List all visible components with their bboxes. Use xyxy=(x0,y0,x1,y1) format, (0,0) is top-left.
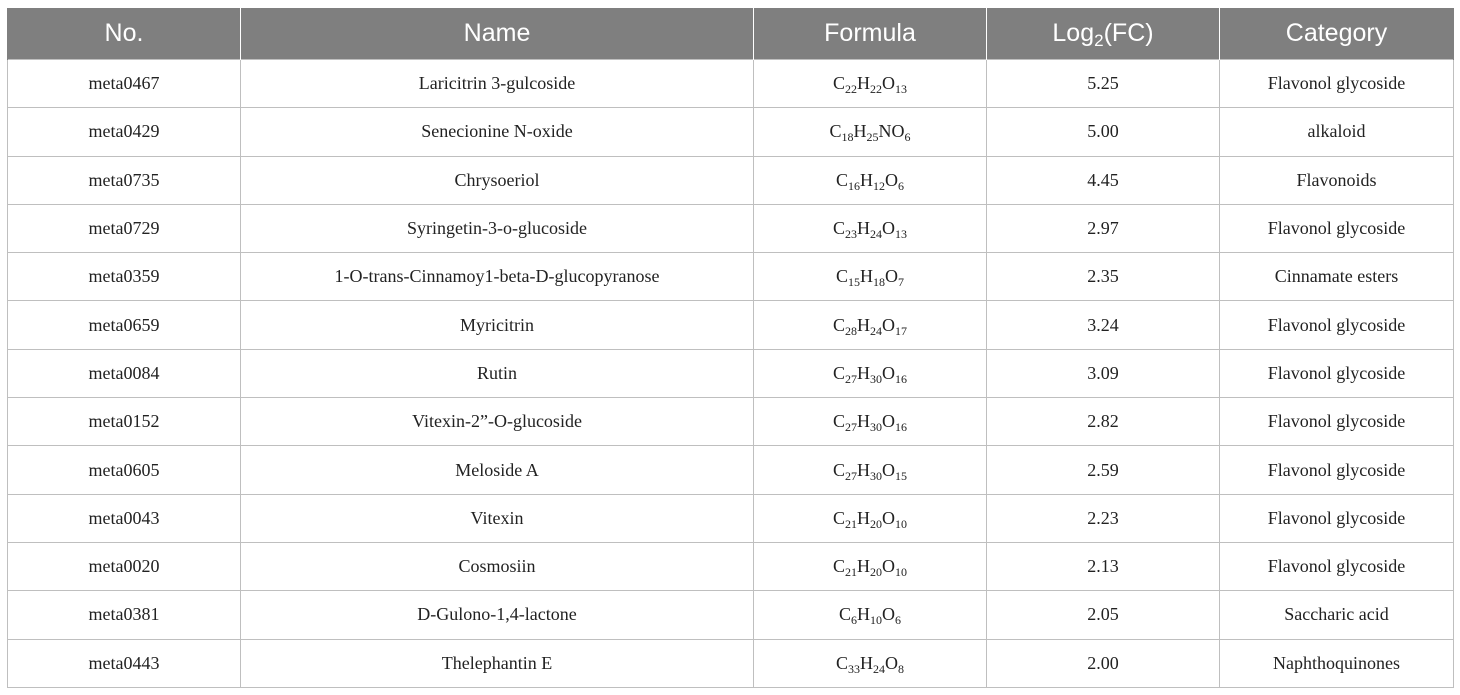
cell-no: meta0359 xyxy=(8,253,241,301)
formula-subscript: 22 xyxy=(870,82,882,97)
formula-element: H xyxy=(857,314,870,335)
cell-formula xyxy=(754,398,987,446)
formula-element: H xyxy=(857,459,870,480)
cell-category: Flavonol glycoside xyxy=(1220,60,1454,108)
formula-element: C xyxy=(832,507,845,528)
formula-subscript: 12 xyxy=(873,178,885,193)
formula-element: C xyxy=(832,73,845,94)
chemical-formula xyxy=(833,315,907,336)
cell-log2fc: 5.25 xyxy=(987,60,1220,108)
chemical-formula xyxy=(836,170,904,191)
formula-subscript: 20 xyxy=(870,516,882,531)
cell-log2fc: 2.82 xyxy=(987,398,1220,446)
formula-element: C xyxy=(832,459,845,480)
metabolite-table xyxy=(7,8,1454,688)
cell-no: meta0659 xyxy=(8,301,241,349)
cell-no: meta0605 xyxy=(8,446,241,494)
formula-element: O xyxy=(882,604,895,625)
header-name: Name xyxy=(241,8,754,60)
cell-formula xyxy=(754,301,987,349)
formula-element: H xyxy=(860,169,873,190)
formula-element: H xyxy=(857,604,870,625)
cell-log2fc: 5.00 xyxy=(987,108,1220,156)
cell-category: Flavonol glycoside xyxy=(1220,398,1454,446)
table-row xyxy=(8,494,1454,542)
cell-formula xyxy=(754,349,987,397)
table-row xyxy=(8,301,1454,349)
table-row xyxy=(8,204,1454,252)
cell-log2fc: 3.24 xyxy=(987,301,1220,349)
cell-formula xyxy=(754,108,987,156)
formula-subscript: 16 xyxy=(848,178,860,193)
chemical-formula xyxy=(832,73,907,97)
chemical-formula xyxy=(833,460,907,481)
chemical-formula xyxy=(833,363,907,384)
formula-element: C xyxy=(832,218,845,239)
formula-element: H xyxy=(857,218,870,239)
cell-no: meta0043 xyxy=(8,494,241,542)
formula-element: C xyxy=(835,652,848,673)
formula-subscript: 15 xyxy=(848,275,860,290)
formula-subscript: 24 xyxy=(870,323,882,338)
formula-element: H xyxy=(857,556,870,577)
formula-element: C xyxy=(832,314,845,335)
formula-element: O xyxy=(891,121,905,142)
table-body xyxy=(8,60,1454,688)
header-log2fc xyxy=(987,8,1220,60)
formula-element: C xyxy=(835,266,848,287)
formula-subscript: 13 xyxy=(895,82,907,97)
cell-formula xyxy=(754,494,987,542)
formula-element: C xyxy=(829,121,842,142)
cell-category: Flavonol glycoside xyxy=(1220,349,1454,397)
formula-element: H xyxy=(857,73,870,94)
cell-formula xyxy=(754,542,987,590)
formula-element: H xyxy=(860,652,873,673)
formula-element: O xyxy=(882,459,895,480)
header-category: Category xyxy=(1220,8,1454,60)
cell-log2fc: 2.05 xyxy=(987,591,1220,639)
formula-subscript: 23 xyxy=(845,227,857,242)
formula-subscript: 10 xyxy=(895,565,907,580)
formula-subscript: 18 xyxy=(873,275,885,290)
formula-subscript: 18 xyxy=(841,130,854,145)
formula-subscript: 27 xyxy=(845,371,857,386)
chemical-formula xyxy=(836,653,904,674)
chemical-formula xyxy=(829,121,911,145)
formula-subscript: 17 xyxy=(895,323,907,338)
cell-name: Meloside A xyxy=(241,446,754,494)
cell-no: meta0729 xyxy=(8,204,241,252)
cell-formula xyxy=(754,639,987,687)
formula-element: C xyxy=(832,556,845,577)
cell-name: Syringetin-3-o-glucoside xyxy=(241,204,754,252)
formula-subscript: 13 xyxy=(895,227,907,242)
cell-category: Flavonol glycoside xyxy=(1220,204,1454,252)
cell-no: meta0084 xyxy=(8,349,241,397)
cell-formula xyxy=(754,253,987,301)
formula-subscript: 16 xyxy=(895,371,907,386)
formula-subscript: 27 xyxy=(845,468,857,483)
cell-log2fc: 4.45 xyxy=(987,156,1220,204)
cell-formula xyxy=(754,591,987,639)
formula-subscript: 30 xyxy=(870,371,882,386)
cell-log2fc: 2.35 xyxy=(987,253,1220,301)
formula-subscript: 16 xyxy=(895,420,907,435)
formula-subscript: 6 xyxy=(898,178,904,193)
cell-category: Flavonoids xyxy=(1220,156,1454,204)
cell-formula xyxy=(754,446,987,494)
formula-subscript: 6 xyxy=(895,613,901,628)
cell-no: meta0443 xyxy=(8,639,241,687)
formula-element: O xyxy=(882,411,895,432)
formula-subscript: 7 xyxy=(898,275,904,290)
formula-element: H xyxy=(857,411,870,432)
formula-subscript: 10 xyxy=(895,516,907,531)
cell-log2fc: 2.13 xyxy=(987,542,1220,590)
cell-no: meta0735 xyxy=(8,156,241,204)
table-row xyxy=(8,60,1454,108)
cell-name: 1-O-trans-Cinnamoy1-beta-D-glucopyranose xyxy=(241,253,754,301)
cell-log2fc: 2.59 xyxy=(987,446,1220,494)
cell-category: Flavonol glycoside xyxy=(1220,301,1454,349)
cell-name: Vitexin xyxy=(241,494,754,542)
cell-no: meta0020 xyxy=(8,542,241,590)
header-no: No. xyxy=(8,8,241,60)
cell-category: Saccharic acid xyxy=(1220,591,1454,639)
table-row xyxy=(8,398,1454,446)
formula-element: O xyxy=(885,652,898,673)
formula-subscript: 24 xyxy=(873,661,885,676)
cell-formula xyxy=(754,204,987,252)
formula-subscript: 30 xyxy=(870,420,882,435)
header-formula: Formula xyxy=(754,8,987,60)
cell-category: alkaloid xyxy=(1220,108,1454,156)
formula-element: H xyxy=(857,362,870,383)
chemical-formula xyxy=(832,218,907,242)
formula-subscript: 28 xyxy=(845,323,857,338)
cell-category: Flavonol glycoside xyxy=(1220,494,1454,542)
formula-subscript: 21 xyxy=(845,565,857,580)
formula-subscript: 30 xyxy=(870,468,882,483)
formula-subscript: 24 xyxy=(870,227,882,242)
formula-subscript: 15 xyxy=(895,468,907,483)
table-row xyxy=(8,253,1454,301)
chemical-formula xyxy=(838,604,901,628)
table-row xyxy=(8,446,1454,494)
cell-log2fc: 2.97 xyxy=(987,204,1220,252)
chemical-formula xyxy=(832,556,907,580)
chemical-formula xyxy=(832,411,907,435)
cell-name: Cosmosiin xyxy=(241,542,754,590)
formula-element: O xyxy=(882,556,895,577)
cell-formula xyxy=(754,156,987,204)
table-row xyxy=(8,156,1454,204)
table-row xyxy=(8,639,1454,687)
table-row xyxy=(8,591,1454,639)
cell-name: Laricitrin 3-gulcoside xyxy=(241,60,754,108)
formula-element: C xyxy=(832,362,845,383)
formula-subscript: 21 xyxy=(845,516,857,531)
table-row xyxy=(8,542,1454,590)
formula-element: O xyxy=(882,218,895,239)
header-log2fc-subscript: 2 xyxy=(1094,31,1104,50)
cell-category: Cinnamate esters xyxy=(1220,253,1454,301)
metabolite-table-container xyxy=(7,8,1453,688)
formula-element: C xyxy=(832,411,845,432)
formula-element: O xyxy=(882,507,895,528)
formula-element: O xyxy=(882,314,895,335)
formula-subscript: 10 xyxy=(870,613,882,628)
cell-log2fc: 2.00 xyxy=(987,639,1220,687)
cell-no: meta0467 xyxy=(8,60,241,108)
cell-log2fc: 2.23 xyxy=(987,494,1220,542)
formula-element: O xyxy=(885,169,898,190)
cell-no: meta0381 xyxy=(8,591,241,639)
header-row xyxy=(8,8,1454,60)
cell-name: Myricitrin xyxy=(241,301,754,349)
chemical-formula xyxy=(833,508,907,529)
header-log2fc-base: Log xyxy=(1052,19,1095,47)
formula-element: H xyxy=(857,507,870,528)
formula-element: O xyxy=(882,362,895,383)
cell-category: Flavonol glycoside xyxy=(1220,446,1454,494)
formula-element: H xyxy=(860,266,873,287)
chemical-formula xyxy=(835,266,904,290)
cell-no: meta0152 xyxy=(8,398,241,446)
formula-element: C xyxy=(838,604,851,625)
table-row xyxy=(8,349,1454,397)
formula-subscript: 25 xyxy=(866,130,879,145)
formula-subscript: 8 xyxy=(898,661,904,676)
formula-subscript: 6 xyxy=(851,613,857,628)
formula-element: N xyxy=(878,121,892,142)
formula-subscript: 20 xyxy=(870,565,882,580)
cell-category: Naphthoquinones xyxy=(1220,639,1454,687)
cell-name: Vitexin-2”-O-glucoside xyxy=(241,398,754,446)
formula-subscript: 22 xyxy=(845,82,857,97)
cell-name: Rutin xyxy=(241,349,754,397)
formula-element: H xyxy=(853,121,867,142)
formula-subscript: 27 xyxy=(845,420,857,435)
cell-no: meta0429 xyxy=(8,108,241,156)
formula-element: O xyxy=(885,266,898,287)
formula-subscript: 33 xyxy=(848,661,860,676)
cell-name: Thelephantin E xyxy=(241,639,754,687)
header-log2fc-tail: (FC) xyxy=(1103,19,1154,47)
cell-name: D-Gulono-1,4-lactone xyxy=(241,591,754,639)
cell-name: Senecionine N-oxide xyxy=(241,108,754,156)
table-header xyxy=(8,8,1454,60)
formula-subscript: 6 xyxy=(904,130,911,145)
formula-element: C xyxy=(835,169,848,190)
cell-name: Chrysoeriol xyxy=(241,156,754,204)
formula-element: O xyxy=(882,73,895,94)
cell-formula xyxy=(754,60,987,108)
table-row xyxy=(8,108,1454,156)
cell-log2fc: 3.09 xyxy=(987,349,1220,397)
cell-category: Flavonol glycoside xyxy=(1220,542,1454,590)
